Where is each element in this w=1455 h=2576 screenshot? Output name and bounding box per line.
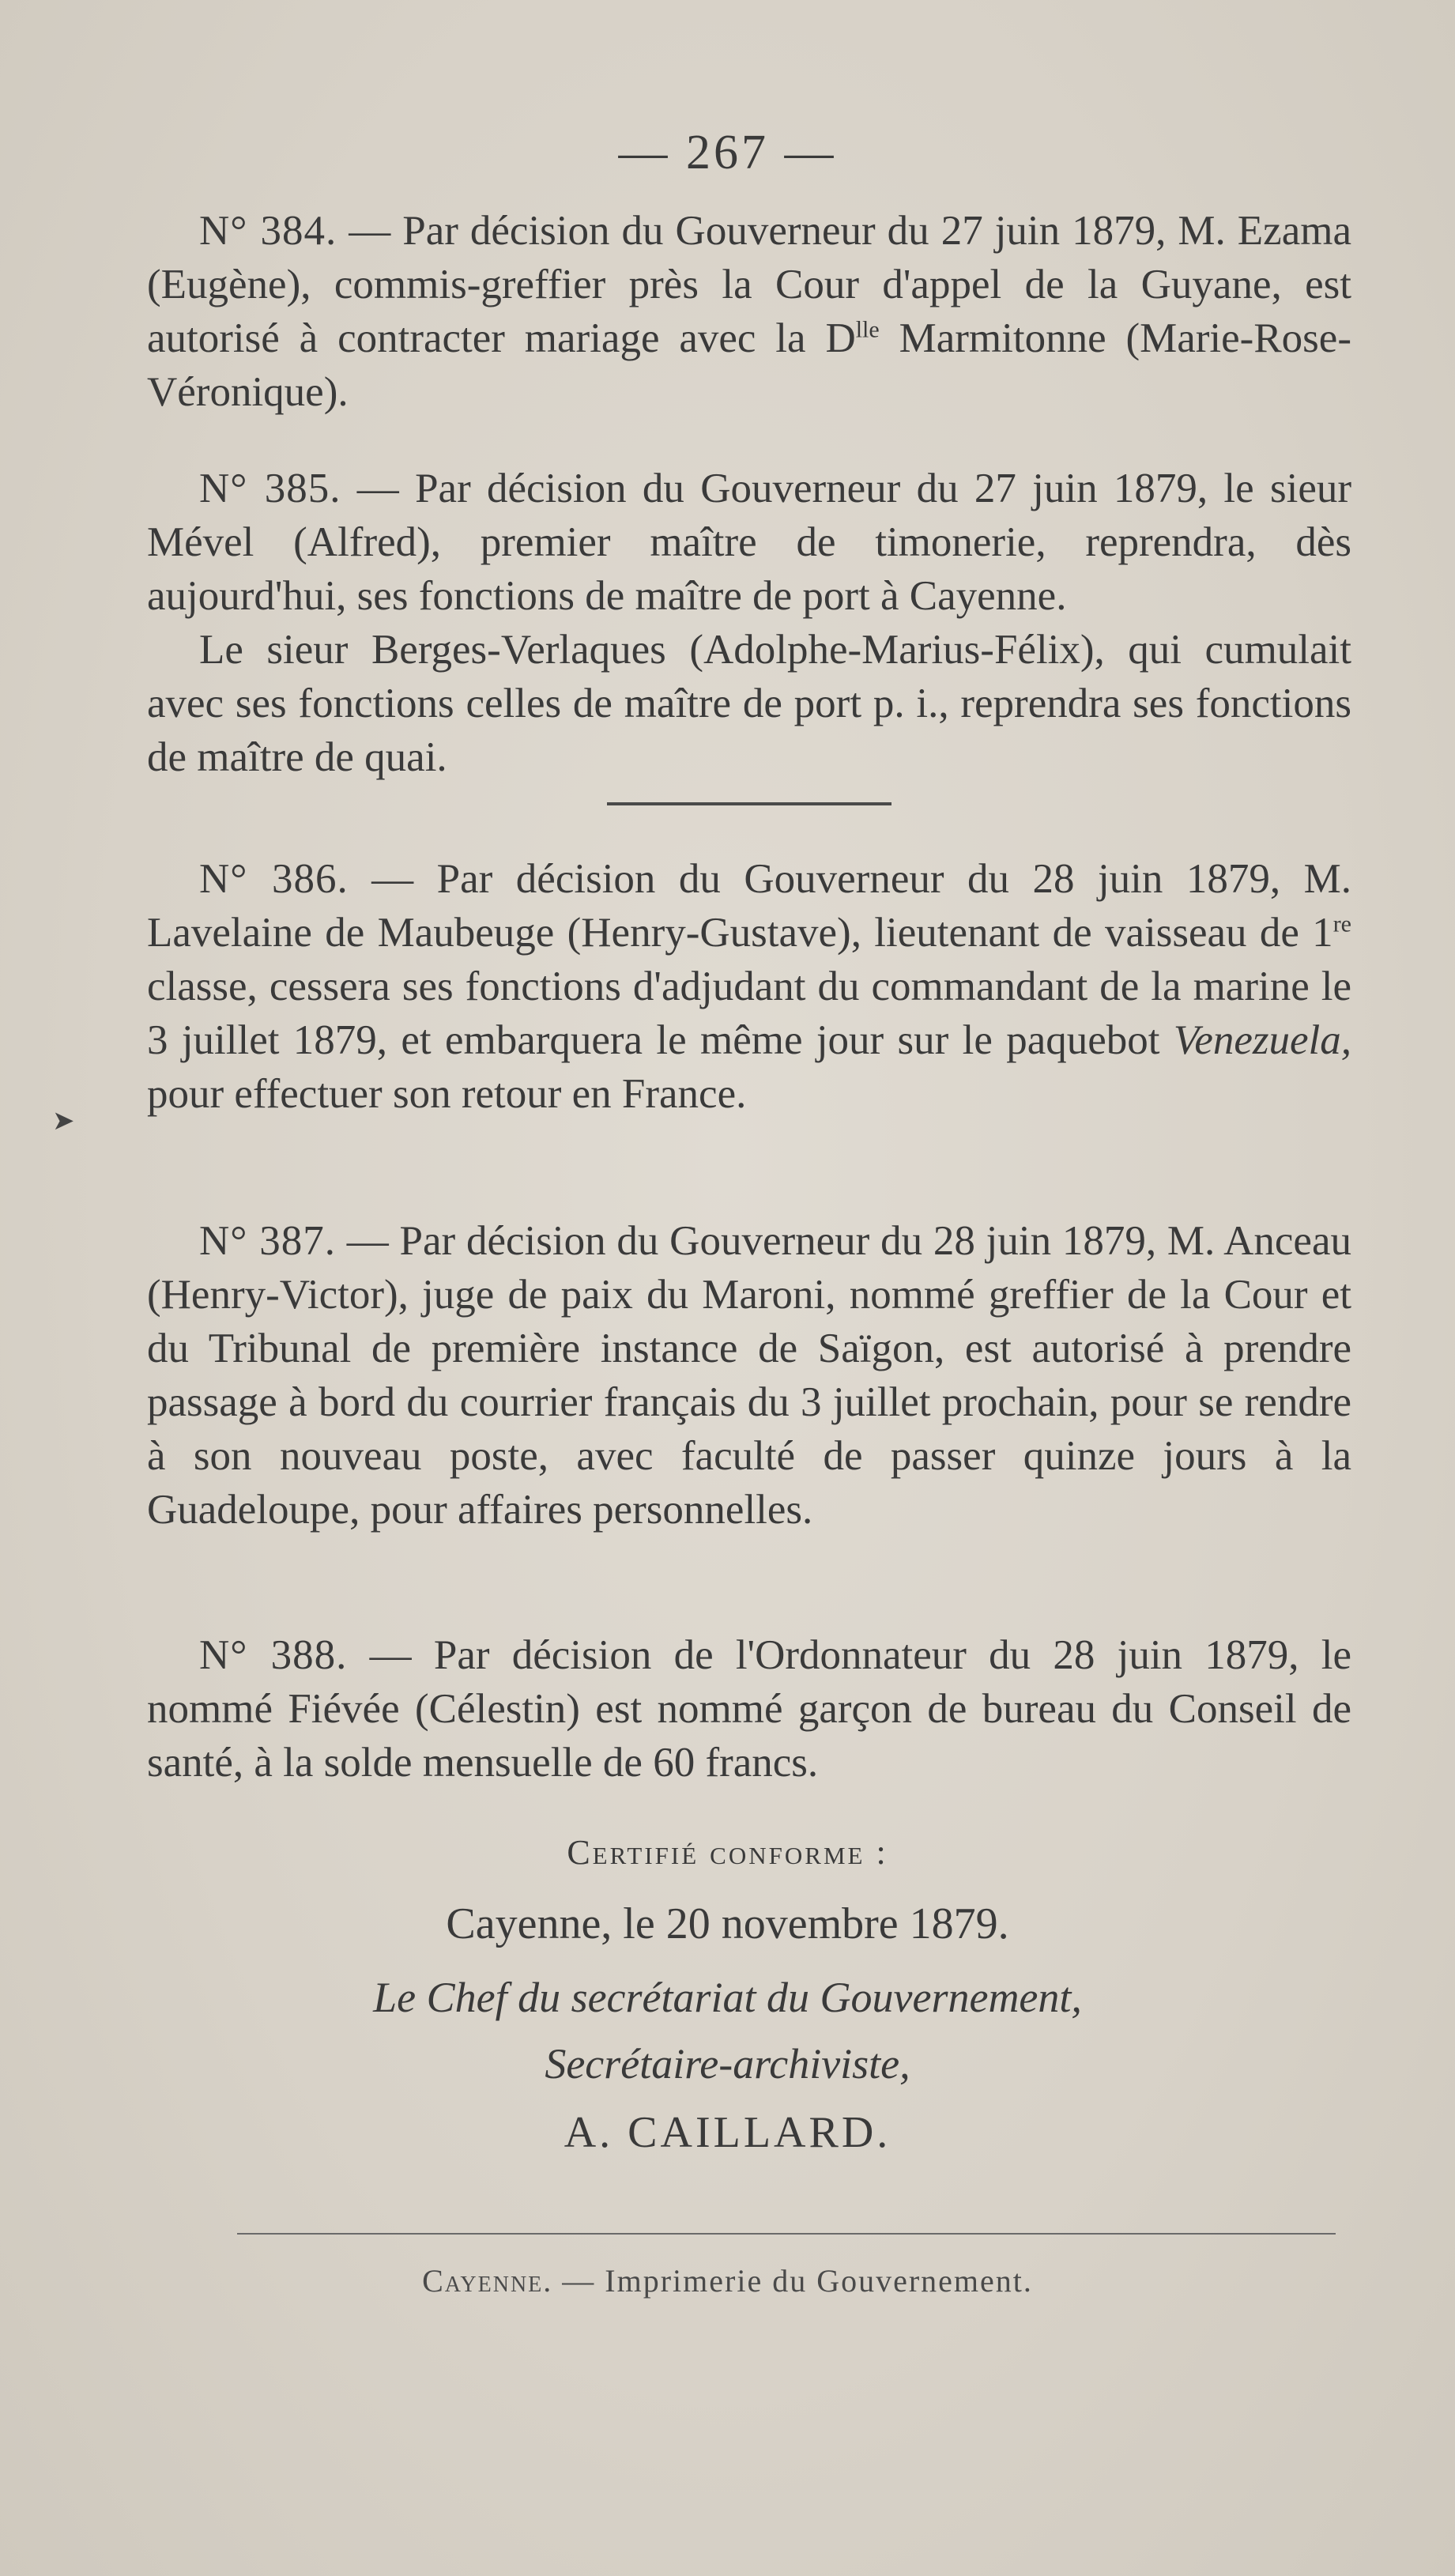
superscript: re xyxy=(1332,911,1351,937)
entry-text: classe, cessera ses fonctions d'adjudant du commandant de la marine le 3 juillet 1879, et embarquera le même jour sur le paquebot xyxy=(147,964,1351,1063)
entry-paragraph xyxy=(147,852,1351,1121)
entry-paragraph xyxy=(147,1628,1351,1790)
entry-388 xyxy=(147,1628,1351,1790)
entry-paragraph xyxy=(147,204,1351,419)
entry-text: pour effectuer son retour en France. xyxy=(147,1071,747,1117)
entry-text: — Par décision du Gouverneur du 28 juin 1879, M. Anceau (Henry-Victor), juge de paix du Maroni, nommé greffier de la Cour et du Tribunal de première instance de Saïgon, est autorisé à prendre passage à bord du courrier français du 3 juillet prochain, pour se rendre à son nouveau poste, avec faculté de passer quinze jours à la Guadeloupe, pour affaires personnelles. xyxy=(147,1218,1351,1533)
signatory-name: A. CAILLARD. xyxy=(564,2108,891,2157)
entry-386 xyxy=(147,852,1351,1121)
margin-arrow-icon: ➤ xyxy=(52,1107,75,1136)
entry-paragraph xyxy=(147,1214,1351,1537)
entry-text: — Par décision du Gouverneur du 27 juin 1879, M. Ezama (Eugène), commis-greffier près la Cour d'appel de la Guyane, est autorisé à contracter mariage avec la D xyxy=(147,208,1351,361)
ship-name: Venezuela, xyxy=(1173,1017,1351,1063)
page-number: — 267 — xyxy=(618,126,837,179)
imprint-city: Cayenne. xyxy=(422,2263,553,2299)
signatory-subtitle: Secrétaire-archiviste, xyxy=(545,2040,910,2088)
entry-text: — Par décision de l'Ordonnateur du 28 juin 1879, le nommé Fiévée (Célestin) est nommé garçon de bureau du Conseil de santé, à la solde mensuelle de 60 francs. xyxy=(147,1632,1351,1786)
superscript: lle xyxy=(855,316,880,343)
section-divider xyxy=(607,802,891,805)
entry-paragraph xyxy=(147,462,1351,623)
entry-number: N° 388. xyxy=(199,1632,348,1678)
entry-paragraph: Le sieur Berges-Verlaques (Adolphe-Marius-Félix), qui cumulait avec ses fonctions celles de maître de port p. i., reprendra ses fonctions de maître de quai. xyxy=(147,627,1351,780)
entry-384 xyxy=(147,204,1351,419)
entry-text: Marmitonne (Marie-Rose-Véronique). xyxy=(147,315,1351,415)
printer-imprint xyxy=(0,2262,1455,2299)
imprint-text: — Imprimerie du Gouvernement. xyxy=(552,2263,1033,2299)
footer-rule xyxy=(237,2233,1336,2235)
entry-387 xyxy=(147,1214,1351,1537)
entry-385-continuation xyxy=(147,623,1351,784)
entry-number: N° 384. xyxy=(199,208,337,254)
signatory-title: Le Chef du secrétariat du Gouvernement, xyxy=(373,1974,1082,2021)
entry-number: N° 385. xyxy=(199,466,341,511)
entry-text: — Par décision du Gouverneur du 27 juin 1879, le sieur Mével (Alfred), premier maître de timonerie, reprendra, dès aujourd'hui, ses fonctions de maître de port à Cayenne. xyxy=(147,466,1351,619)
certified-heading: Certifié conforme : xyxy=(567,1833,888,1872)
place-date: Cayenne, le 20 novembre 1879. xyxy=(446,1899,1009,1948)
entry-text: — Par décision du Gouverneur du 28 juin 1879, M. Lavelaine de Maubeuge (Henry-Gustave), lieutenant de vaisseau de 1 xyxy=(147,856,1351,956)
entry-385 xyxy=(147,462,1351,623)
entry-number: N° 387. xyxy=(199,1218,336,1264)
entry-number: N° 386. xyxy=(199,856,349,902)
